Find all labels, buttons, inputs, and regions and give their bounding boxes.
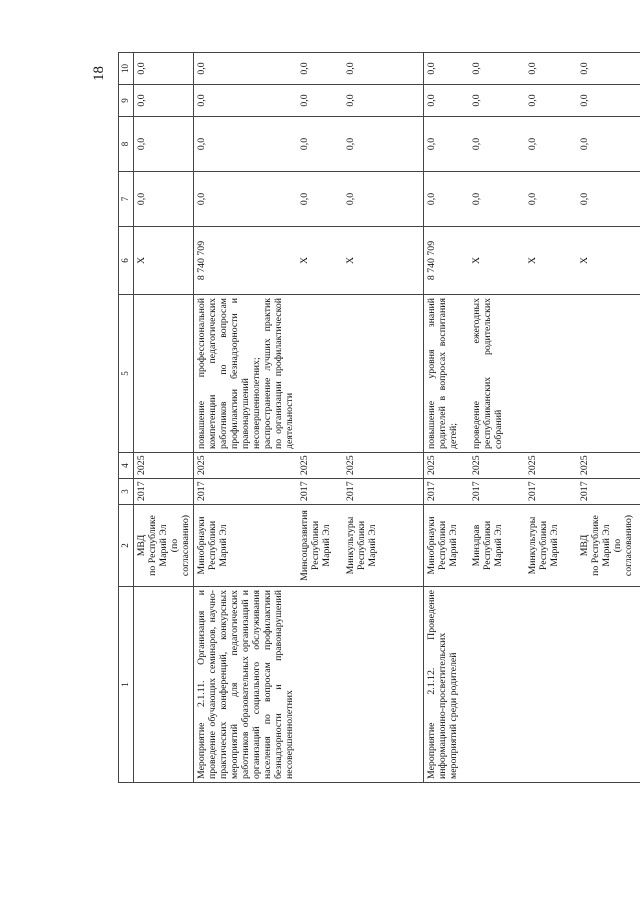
end-year-cell: 2025 (343, 453, 423, 479)
value-col7-cell: 0,0 (343, 172, 423, 227)
activity-cell: Мероприятие 2.1.12. Проведение информационно-просветительских мероприятий среди родителей (423, 587, 469, 783)
start-year-cell: 2017 (297, 479, 343, 505)
value-col7-cell: 0,0 (423, 172, 469, 227)
executor-cell (469, 505, 525, 587)
executor-cell (343, 505, 423, 587)
table-row (525, 53, 577, 783)
activity-cell: Мероприятие 2.1.11. Организация и проведение обучающих семинаров, научно-практических конференций, конкурсных мероприятий для педагогических работников образовательных организаций и организаций социального обслуживания населения по вопросам профилактики безнадзорности и правонарушений несовершеннолетних (194, 587, 298, 783)
table-row (134, 53, 194, 783)
value-col10-cell: 0,0 (423, 53, 469, 85)
value-col9-cell: 0,0 (525, 85, 577, 117)
value-col9-cell: 0,0 (134, 85, 194, 117)
header-cell: 8 (119, 117, 134, 172)
value-col9-cell: 0,0 (194, 85, 298, 117)
executor-cell (525, 505, 577, 587)
activity-cell (134, 587, 194, 783)
value-col9-cell: 0,0 (469, 85, 525, 117)
start-year-cell: 2017 (577, 479, 640, 505)
table-row (577, 53, 640, 783)
funding-cell: X (469, 227, 525, 295)
page-number (88, 53, 110, 93)
start-year-cell: 2017 (525, 479, 577, 505)
result-cell (577, 295, 640, 453)
executor-text: Минсоцразвития Республики Марий Эл (299, 510, 332, 581)
value-col7-cell: 0,0 (297, 172, 343, 227)
activity-cell (525, 587, 577, 783)
value-col10-cell: 0,0 (134, 53, 194, 85)
value-col10-cell: 0,0 (469, 53, 525, 85)
value-col8-cell: 0,0 (423, 117, 469, 172)
executor-text: Минкультуры Республики Марий Эл (345, 516, 378, 575)
executor-text: МВД по Республике Марий Эл (по согласованию) (579, 514, 634, 577)
funding-cell: 8 740 709 (194, 227, 298, 295)
executor-text: Минобрнауки Республики Марий Эл (196, 516, 229, 575)
executor-cell (134, 505, 194, 587)
start-year-cell: 2017 (423, 479, 469, 505)
executor-text: Минздрав Республики Марий Эл (471, 520, 504, 571)
header-cell: 3 (119, 479, 134, 505)
value-col8-cell: 0,0 (297, 117, 343, 172)
value-col9-cell: 0,0 (343, 85, 423, 117)
value-col9-cell: 0,0 (423, 85, 469, 117)
executor-text: Минобрнауки Республики Марий Эл (425, 516, 459, 575)
end-year-cell: 2025 (525, 453, 577, 479)
value-col9-cell: 0,0 (577, 85, 640, 117)
start-year-cell: 2017 (469, 479, 525, 505)
executor-cell (423, 505, 469, 587)
header-cell: 5 (119, 295, 134, 453)
funding-cell: 8 740 709 (423, 227, 469, 295)
funding-cell: X (577, 227, 640, 295)
table-row (423, 53, 469, 783)
header-cell: 6 (119, 227, 134, 295)
result-cell: повышение профессиональной компетенции педагогических работников по вопросам профилактики безнадзорности и правонарушений несовершеннолетних; распространение лучших практик по организации профилактической деятельности (194, 295, 298, 453)
table-row (297, 53, 343, 783)
result-cell (297, 295, 343, 453)
executor-text: МВД по Республике Марий Эл (по согласованию) (136, 514, 191, 577)
table-row (469, 53, 525, 783)
start-year-cell: 2017 (134, 479, 194, 505)
value-col7-cell: 0,0 (194, 172, 298, 227)
value-col7-cell: 0,0 (469, 172, 525, 227)
header-cell: 1 (119, 587, 134, 783)
page-number-text: 18 (90, 65, 107, 81)
executor-cell (194, 505, 298, 587)
header-cell: 9 (119, 85, 134, 117)
table-row (194, 53, 298, 783)
end-year-cell: 2025 (469, 453, 525, 479)
value-col8-cell: 0,0 (343, 117, 423, 172)
executor-cell (297, 505, 343, 587)
value-col10-cell: 0,0 (525, 53, 577, 85)
executor-text: Минкультуры Республики Марий Эл (527, 516, 560, 575)
program-activities-table (118, 52, 640, 783)
funding-cell: X (297, 227, 343, 295)
activity-cell (297, 587, 343, 783)
value-col8-cell: 0,0 (525, 117, 577, 172)
value-col10-cell: 0,0 (577, 53, 640, 85)
value-col10-cell: 0,0 (297, 53, 343, 85)
value-col7-cell: 0,0 (577, 172, 640, 227)
end-year-cell: 2025 (423, 453, 469, 479)
result-cell (134, 295, 194, 453)
header-cell: 7 (119, 172, 134, 227)
header-cell: 4 (119, 453, 134, 479)
value-col8-cell: 0,0 (577, 117, 640, 172)
value-col8-cell: 0,0 (469, 117, 525, 172)
executor-cell (577, 505, 640, 587)
value-col9-cell: 0,0 (297, 85, 343, 117)
header-row (119, 53, 134, 783)
header-cell: 2 (119, 505, 134, 587)
activity-cell (469, 587, 525, 783)
document-table-wrapper (118, 53, 634, 783)
value-col8-cell: 0,0 (134, 117, 194, 172)
value-col7-cell: 0,0 (525, 172, 577, 227)
value-col8-cell: 0,0 (194, 117, 298, 172)
result-cell (343, 295, 423, 453)
funding-cell: X (525, 227, 577, 295)
table-row (343, 53, 423, 783)
value-col10-cell: 0,0 (343, 53, 423, 85)
result-cell: повышение уровня знаний родителей в вопросах воспитания детей; (423, 295, 469, 453)
value-col10-cell: 0,0 (194, 53, 298, 85)
activity-cell (577, 587, 640, 783)
start-year-cell: 2017 (343, 479, 423, 505)
result-cell: проведение ежегодных республиканских родительских собраний (469, 295, 525, 453)
funding-cell: X (343, 227, 423, 295)
end-year-cell: 2025 (134, 453, 194, 479)
end-year-cell: 2025 (194, 453, 298, 479)
end-year-cell: 2025 (297, 453, 343, 479)
header-cell: 10 (119, 53, 134, 85)
end-year-cell: 2025 (577, 453, 640, 479)
funding-cell: X (134, 227, 194, 295)
start-year-cell: 2017 (194, 479, 298, 505)
result-cell (525, 295, 577, 453)
value-col7-cell: 0,0 (134, 172, 194, 227)
activity-cell (343, 587, 423, 783)
